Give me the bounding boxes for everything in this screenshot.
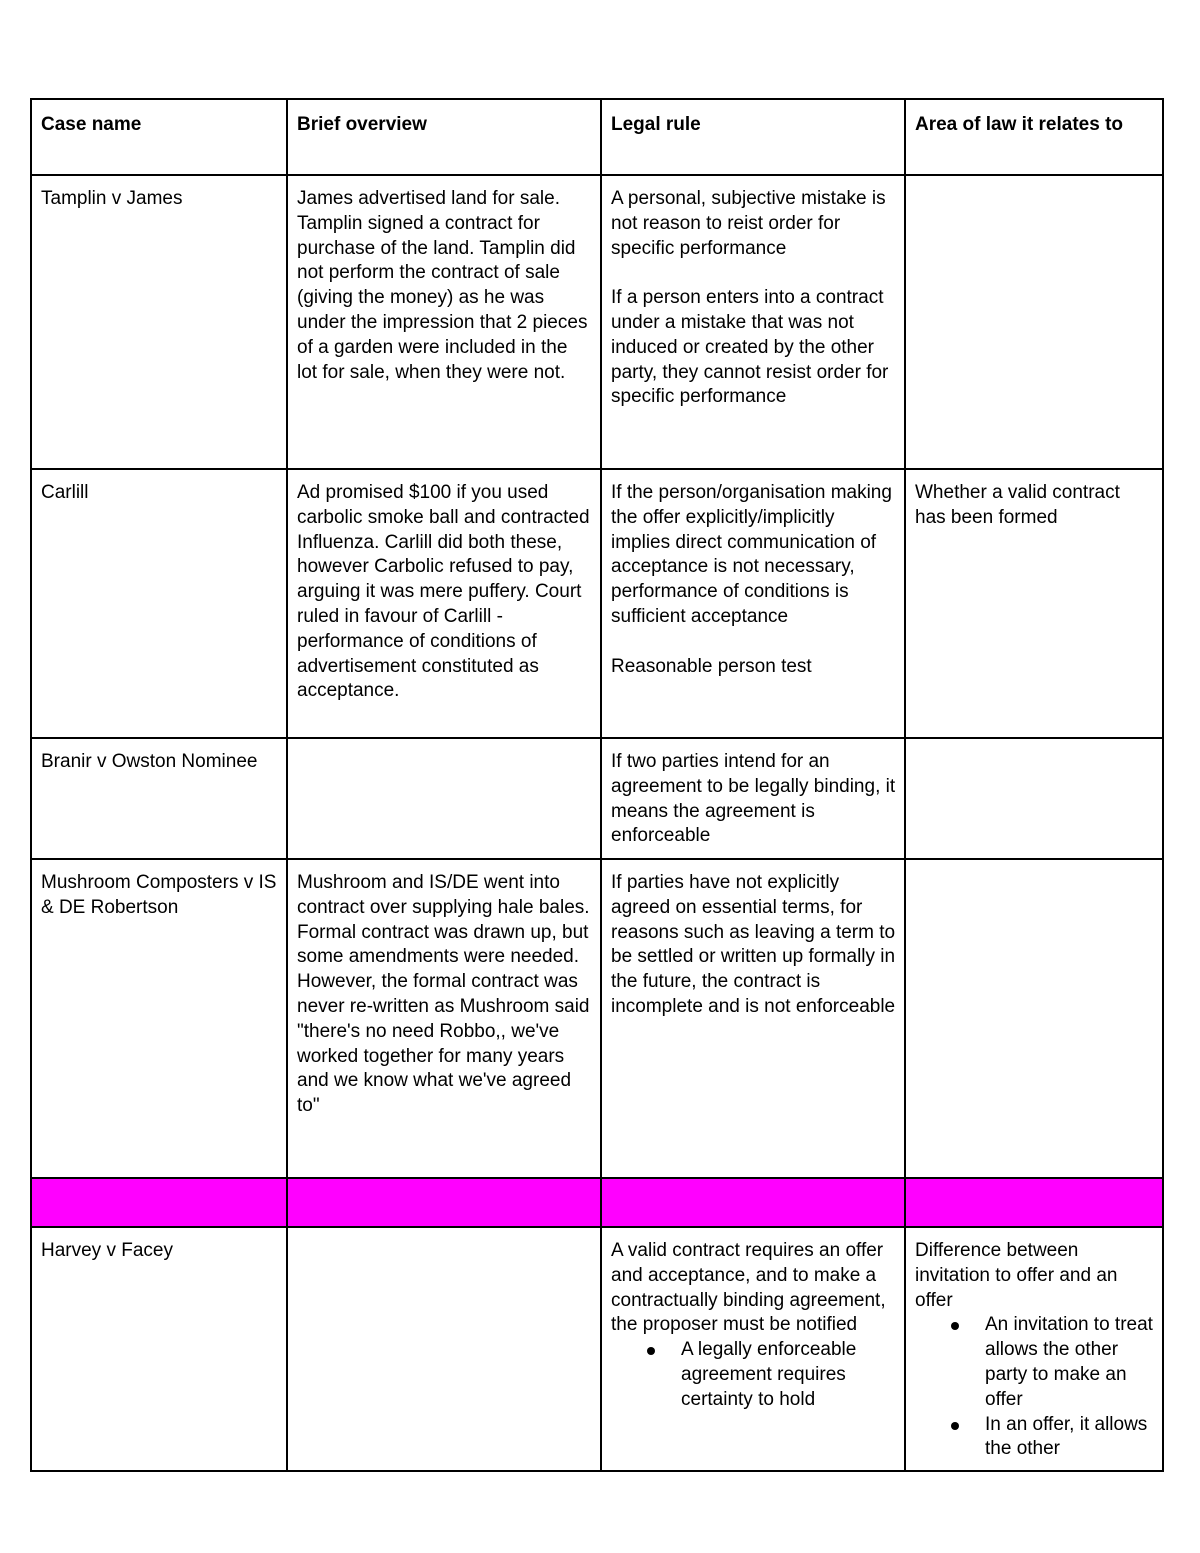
legal-rule-paragraph: A personal, subjective mistake is not reason to reist order for specific performance bbox=[611, 188, 886, 259]
legal-rule-paragraph: If the person/organisation making the offer explicitly/implicitly implies direct communication of acceptance is not necessary, performance of conditions is sufficient acceptance bbox=[611, 482, 892, 627]
legal-rule-cell bbox=[601, 175, 905, 469]
header-area-of-law: Area of law it relates to bbox=[905, 99, 1163, 175]
legal-rule-cell bbox=[601, 469, 905, 738]
header-row bbox=[31, 99, 1163, 175]
area-of-law-paragraph: Difference between invitation to offer and an offer bbox=[915, 1240, 1118, 1311]
legal-rule-cell bbox=[601, 738, 905, 859]
legal-rule-paragraph: If parties have not explicitly agreed on essential terms, for reasons such as leaving a term to be settled or written up formally in the future, the contract is incomplete and is not enforceable bbox=[611, 872, 896, 1017]
case-table bbox=[30, 98, 1164, 1472]
case-name-cell: Carlill bbox=[31, 469, 287, 738]
area-of-law-cell bbox=[905, 1227, 1163, 1471]
table-row bbox=[31, 469, 1163, 738]
table-row bbox=[31, 859, 1163, 1178]
overview-cell: Ad promised $100 if you used carbolic smoke ball and contracted Influenza. Carlill did both these, however Carbolic refused to pay, arguing it was mere puffery. Court ruled in favour of Carlill - performance of conditions of advertisement constituted as acceptance. bbox=[287, 469, 601, 738]
highlight-row bbox=[31, 1178, 1163, 1227]
overview-cell: Mushroom and IS/DE went into contract over supplying hale bales. Formal contract was drawn up, but some amendments were needed. However, the formal contract was never re-written as Mushroom said "there's no need Robbo,, we've worked together for many years and we know what we've agreed to" bbox=[287, 859, 601, 1178]
bullet-item: In an offer, it allows the other bbox=[985, 1413, 1154, 1463]
table-row bbox=[31, 175, 1163, 469]
bullet-item: A legally enforceable agreement requires certainty to hold bbox=[681, 1338, 896, 1412]
legal-rule-bullets bbox=[611, 1338, 896, 1412]
legal-rule-paragraph: Reasonable person test bbox=[611, 655, 812, 677]
highlight-cell bbox=[905, 1178, 1163, 1227]
case-name-cell: Tamplin v James bbox=[31, 175, 287, 469]
overview-cell bbox=[287, 1227, 601, 1471]
legal-rule-paragraph: A valid contract requires an offer and acceptance, and to make a contractually binding agreement, the proposer must be notified bbox=[611, 1240, 886, 1336]
area-of-law-cell: Whether a valid contract has been formed bbox=[905, 469, 1163, 738]
table-row bbox=[31, 738, 1163, 859]
legal-rule-cell bbox=[601, 859, 905, 1178]
case-name-cell: Branir v Owston Nominee bbox=[31, 738, 287, 859]
area-of-law-cell bbox=[905, 738, 1163, 859]
highlight-cell bbox=[601, 1178, 905, 1227]
bullet-item: An invitation to treat allows the other party to make an offer bbox=[985, 1313, 1154, 1412]
case-name-cell: Harvey v Facey bbox=[31, 1227, 287, 1471]
overview-cell bbox=[287, 738, 601, 859]
header-case-name: Case name bbox=[31, 99, 287, 175]
case-name-cell: Mushroom Composters v IS & DE Robertson bbox=[31, 859, 287, 1178]
highlight-cell bbox=[31, 1178, 287, 1227]
header-legal-rule: Legal rule bbox=[601, 99, 905, 175]
legal-rule-paragraph: If a person enters into a contract under a mistake that was not induced or created by the other party, they cannot resist order for specific performance bbox=[611, 287, 889, 408]
legal-rule-paragraph: If two parties intend for an agreement to be legally binding, it means the agreement is enforceable bbox=[611, 751, 896, 847]
overview-cell: James advertised land for sale. Tamplin signed a contract for purchase of the land. Tamplin did not perform the contract of sale (giving the money) as he was under the impression that 2 pieces of a garden were included in the lot for sale, when they were not. bbox=[287, 175, 601, 469]
legal-rule-cell bbox=[601, 1227, 905, 1471]
area-of-law-cell bbox=[905, 859, 1163, 1178]
highlight-cell bbox=[287, 1178, 601, 1227]
area-of-law-cell bbox=[905, 175, 1163, 469]
header-brief-overview: Brief overview bbox=[287, 99, 601, 175]
table-row bbox=[31, 1227, 1163, 1471]
area-of-law-bullets bbox=[915, 1313, 1154, 1462]
